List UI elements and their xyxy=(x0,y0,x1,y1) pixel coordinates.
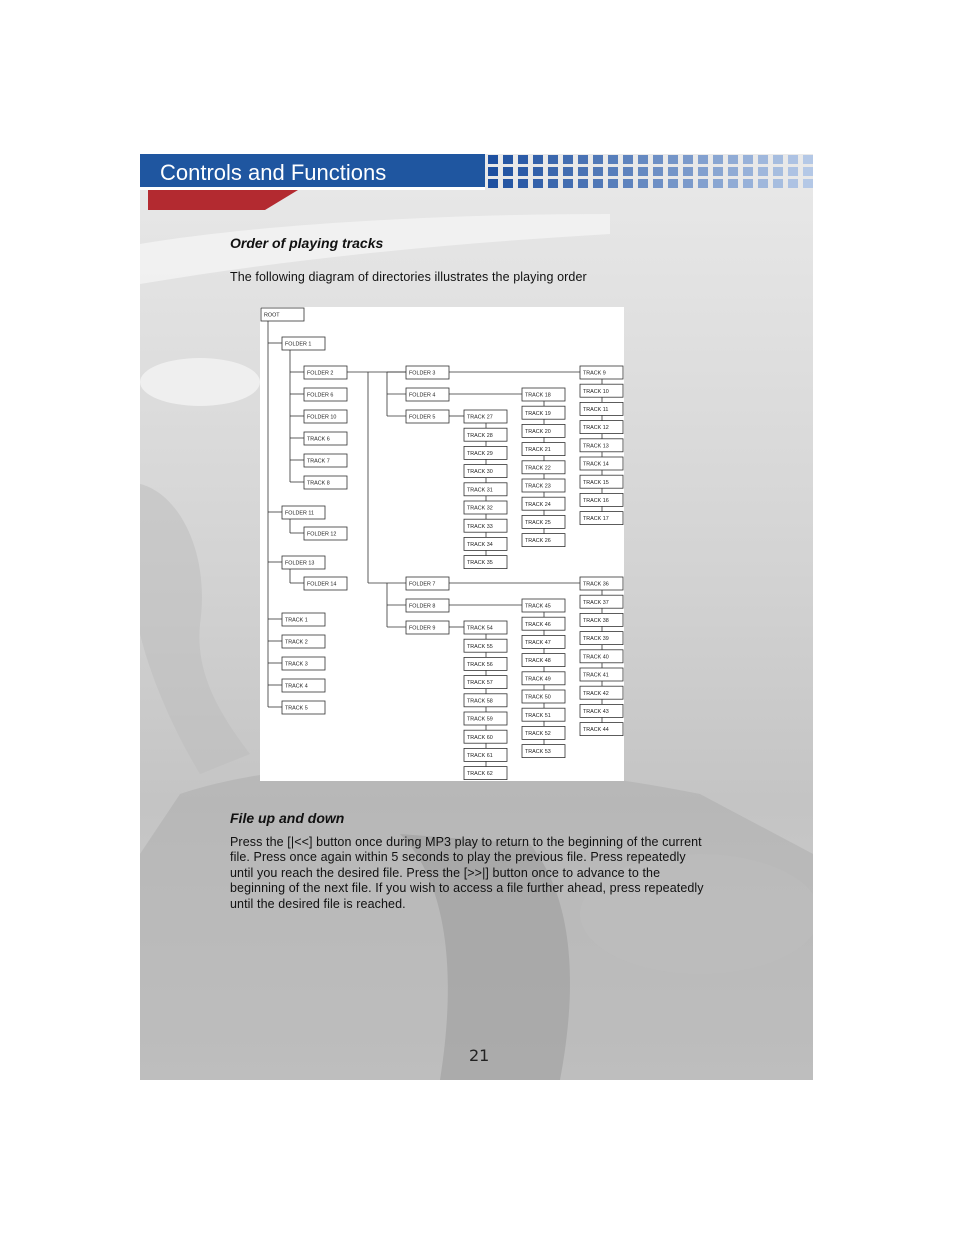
decor-square xyxy=(488,155,498,164)
tree-node-c6 xyxy=(580,493,623,506)
tree-node-c4 xyxy=(464,519,507,532)
tree-node-label: TRACK 37 xyxy=(583,599,609,606)
tree-node-label: FOLDER 2 xyxy=(307,370,334,377)
decor-square xyxy=(578,179,588,188)
decor-square xyxy=(578,155,588,164)
tree-node-label: TRACK 35 xyxy=(467,560,493,567)
tree-node-c3 xyxy=(406,599,449,612)
tree-node-c1 xyxy=(282,506,325,519)
decor-square xyxy=(668,167,678,176)
decor-square xyxy=(728,167,738,176)
tree-node-c4 xyxy=(464,446,507,459)
tree-node-c5 xyxy=(522,635,565,648)
tree-node-label: TRACK 9 xyxy=(583,370,606,377)
tree-node-label: FOLDER 11 xyxy=(285,510,314,517)
file-up-down-paragraph xyxy=(230,835,750,912)
tree-node-label: TRACK 1 xyxy=(285,617,308,624)
decor-square xyxy=(788,155,798,164)
tree-node-c5 xyxy=(522,497,565,510)
tree-node-c3 xyxy=(406,621,449,634)
decor-square xyxy=(623,179,633,188)
tree-node-c5 xyxy=(522,745,565,758)
decor-square xyxy=(773,155,783,164)
tree-node-label: TRACK 11 xyxy=(583,407,609,413)
tree-node-label: TRACK 41 xyxy=(583,672,609,679)
tree-node-label: TRACK 28 xyxy=(467,432,493,439)
decor-square xyxy=(653,179,663,188)
tree-node-label: FOLDER 12 xyxy=(307,531,337,538)
tree-node-label: TRACK 39 xyxy=(583,636,609,643)
tree-node-label: TRACK 59 xyxy=(467,716,493,723)
tree-node-c4 xyxy=(464,556,507,569)
tree-node-c2 xyxy=(304,476,347,489)
decor-square xyxy=(488,179,498,188)
tree-node-label: TRACK 7 xyxy=(307,458,330,465)
decor-square xyxy=(653,167,663,176)
tree-node-c4 xyxy=(464,767,507,780)
tree-node-c2 xyxy=(304,527,347,540)
tree-node-c6 xyxy=(580,613,623,626)
tree-node-c6 xyxy=(580,595,623,608)
decor-square xyxy=(653,155,663,164)
tree-node-label: TRACK 4 xyxy=(285,683,308,690)
tree-node-label: FOLDER 4 xyxy=(409,392,436,399)
tree-node-c1 xyxy=(282,657,325,670)
tree-node-label: TRACK 10 xyxy=(583,388,609,395)
page-number: 21 xyxy=(469,1046,490,1065)
tree-node-label: TRACK 45 xyxy=(525,603,551,610)
tree-node-c4 xyxy=(464,676,507,689)
tree-node-label: TRACK 56 xyxy=(467,662,493,668)
decor-square xyxy=(518,179,528,188)
decor-square xyxy=(713,167,723,176)
tree-node-label: FOLDER 1 xyxy=(285,341,312,348)
tree-node-label: TRACK 60 xyxy=(467,734,493,741)
tree-node-label: TRACK 14 xyxy=(583,461,609,468)
page-title: Controls and Functions xyxy=(160,160,387,185)
tree-node-label: TRACK 61 xyxy=(467,753,493,759)
tree-node-label: TRACK 49 xyxy=(525,676,551,683)
decor-square xyxy=(743,179,753,188)
decor-square xyxy=(713,179,723,188)
tree-node-label: TRACK 22 xyxy=(525,465,551,472)
decor-square xyxy=(608,179,618,188)
tree-node-c2 xyxy=(304,410,347,423)
decor-square xyxy=(803,167,813,176)
tree-node-c5 xyxy=(522,726,565,739)
decor-square xyxy=(743,155,753,164)
tree-node-c6 xyxy=(580,384,623,397)
tree-node-c6 xyxy=(580,402,623,415)
tree-node-label: TRACK 32 xyxy=(467,505,493,512)
decor-square xyxy=(518,167,528,176)
decor-square xyxy=(728,179,738,188)
tree-node-label: TRACK 47 xyxy=(525,640,551,646)
tree-node-c4 xyxy=(464,730,507,743)
tree-node-label: FOLDER 6 xyxy=(307,392,334,399)
decor-square xyxy=(788,167,798,176)
tree-node-label: TRACK 50 xyxy=(525,694,551,701)
tree-node-c1 xyxy=(282,556,325,569)
tree-node-c3 xyxy=(406,577,449,590)
tree-node-label: TRACK 25 xyxy=(525,520,551,526)
tree-node-c6 xyxy=(580,650,623,663)
decor-square xyxy=(773,167,783,176)
tree-node-root xyxy=(261,308,304,321)
decor-square xyxy=(548,179,558,188)
decor-square xyxy=(563,155,573,164)
paragraph-line: beginning of the next file. If you wish to access a file further ahead, press repeatedly xyxy=(230,881,704,896)
tree-node-label: TRACK 57 xyxy=(467,680,493,687)
decor-square xyxy=(608,167,618,176)
decor-square xyxy=(503,179,513,188)
decor-square xyxy=(743,167,753,176)
tree-node-c4 xyxy=(464,748,507,761)
tree-node-label: TRACK 27 xyxy=(467,414,493,421)
tree-node-label: TRACK 3 xyxy=(285,661,308,668)
tree-node-label: TRACK 29 xyxy=(467,451,493,457)
decor-square xyxy=(593,155,603,164)
decor-square xyxy=(803,155,813,164)
tree-node-c6 xyxy=(580,668,623,681)
tree-node-c1 xyxy=(282,701,325,714)
tree-node-c1 xyxy=(282,635,325,648)
decor-square xyxy=(668,155,678,164)
tree-node-c6 xyxy=(580,632,623,645)
header-square-pattern xyxy=(140,154,813,194)
paragraph-line: Press the [|<<] button once during MP3 play to return to the beginning of the current xyxy=(230,835,702,849)
paragraph-line: until you reach the desired file. Press the [>>|] button once to advance to the xyxy=(230,865,661,880)
tree-node-c6 xyxy=(580,577,623,590)
decor-square xyxy=(638,179,648,188)
tree-node-label: TRACK 31 xyxy=(467,487,493,494)
decor-square xyxy=(593,179,603,188)
tree-node-label: TRACK 16 xyxy=(583,498,609,504)
decor-square xyxy=(503,155,513,164)
tree-node-c6 xyxy=(580,439,623,452)
tree-node-c3 xyxy=(406,366,449,379)
tree-node-label: TRACK 46 xyxy=(525,621,551,628)
decor-square xyxy=(758,179,768,188)
tree-node-c5 xyxy=(522,654,565,667)
decor-square xyxy=(788,179,798,188)
decor-square xyxy=(713,155,723,164)
tree-node-label: TRACK 21 xyxy=(525,447,551,454)
tree-node-label: TRACK 26 xyxy=(525,538,551,545)
tree-node-c5 xyxy=(522,708,565,721)
decor-square xyxy=(728,155,738,164)
tree-node-label: TRACK 23 xyxy=(525,483,551,490)
tree-node-label: TRACK 13 xyxy=(583,443,609,450)
decor-square xyxy=(563,167,573,176)
tree-node-c1 xyxy=(282,679,325,692)
tree-node-label: TRACK 19 xyxy=(525,410,551,417)
decor-square xyxy=(683,179,693,188)
decor-square xyxy=(638,155,648,164)
tree-node-label: TRACK 36 xyxy=(583,581,609,588)
tree-node-c6 xyxy=(580,457,623,470)
tree-node-label: FOLDER 13 xyxy=(285,560,315,567)
section-intro-text: The following diagram of directories illustrates the playing order xyxy=(230,270,587,284)
tree-node-c6 xyxy=(580,475,623,488)
tree-node-c5 xyxy=(522,617,565,630)
tree-node-c5 xyxy=(522,443,565,456)
tree-node-label: TRACK 12 xyxy=(583,425,609,432)
decor-square xyxy=(683,155,693,164)
tree-node-c5 xyxy=(522,461,565,474)
tree-node-label: TRACK 42 xyxy=(583,690,609,697)
tree-node-c1 xyxy=(282,613,325,626)
tree-node-label: TRACK 51 xyxy=(525,712,551,719)
section-heading-order: Order of playing tracks xyxy=(230,235,384,251)
tree-node-label: TRACK 18 xyxy=(525,392,551,399)
tree-node-label: TRACK 54 xyxy=(467,625,493,632)
tree-node-c4 xyxy=(464,537,507,550)
decor-square xyxy=(533,179,543,188)
decor-square xyxy=(758,167,768,176)
tree-node-label: FOLDER 3 xyxy=(409,370,436,377)
tree-node-label: FOLDER 9 xyxy=(409,625,436,632)
section-heading-file-up-down: File up and down xyxy=(230,810,345,826)
tree-node-c3 xyxy=(406,388,449,401)
tree-node-label: TRACK 17 xyxy=(583,516,609,523)
tree-node-label: TRACK 34 xyxy=(467,542,493,548)
decor-square xyxy=(518,155,528,164)
tree-node-label: TRACK 44 xyxy=(583,727,609,734)
tree-node-c2 xyxy=(304,432,347,445)
decor-square xyxy=(803,179,813,188)
tree-node-c6 xyxy=(580,366,623,379)
tree-node-c6 xyxy=(580,421,623,434)
tree-node-label: ROOT xyxy=(264,312,280,319)
tree-node-c4 xyxy=(464,483,507,496)
tree-node-label: TRACK 53 xyxy=(525,749,551,756)
decor-square xyxy=(563,179,573,188)
decor-square xyxy=(698,167,708,176)
tree-node-c4 xyxy=(464,410,507,423)
decor-square xyxy=(623,167,633,176)
tree-node-label: TRACK 43 xyxy=(583,709,609,715)
tree-node-label: TRACK 38 xyxy=(583,618,609,624)
tree-node-c5 xyxy=(522,534,565,547)
decor-square xyxy=(533,155,543,164)
tree-node-c4 xyxy=(464,694,507,707)
paragraph-line: until the desired file is reached. xyxy=(230,896,406,911)
tree-node-label: FOLDER 14 xyxy=(307,581,337,588)
tree-node-label: TRACK 55 xyxy=(467,643,493,650)
decor-square xyxy=(548,167,558,176)
tree-node-label: TRACK 52 xyxy=(525,731,551,737)
decor-square xyxy=(503,167,513,176)
tree-node-c3 xyxy=(406,410,449,423)
tree-node-c4 xyxy=(464,465,507,478)
decor-square xyxy=(683,167,693,176)
tree-node-label: FOLDER 8 xyxy=(409,603,436,610)
tree-node-c6 xyxy=(580,723,623,736)
decor-square xyxy=(593,167,603,176)
tree-node-c5 xyxy=(522,672,565,685)
tree-node-label: FOLDER 10 xyxy=(307,414,337,421)
tree-node-label: TRACK 2 xyxy=(285,639,308,646)
tree-node-label: TRACK 24 xyxy=(525,501,551,508)
tree-node-c5 xyxy=(522,406,565,419)
paragraph-line: file. Press once again within 5 seconds to play the previous file. Press repeatedly xyxy=(230,850,686,865)
tree-node-label: FOLDER 5 xyxy=(409,414,436,421)
decor-square xyxy=(608,155,618,164)
tree-node-label: TRACK 48 xyxy=(525,658,551,665)
tree-node-c2 xyxy=(304,577,347,590)
tree-node-label: TRACK 6 xyxy=(307,436,330,443)
tree-node-c1 xyxy=(282,337,325,350)
tree-node-c4 xyxy=(464,639,507,652)
tree-node-label: TRACK 30 xyxy=(467,469,493,476)
decor-square xyxy=(773,179,783,188)
tree-node-c5 xyxy=(522,424,565,437)
decor-square xyxy=(488,167,498,176)
tree-node-label: FOLDER 7 xyxy=(409,581,436,588)
tree-node-c5 xyxy=(522,599,565,612)
decor-square xyxy=(623,155,633,164)
decor-square xyxy=(698,155,708,164)
tree-node-c4 xyxy=(464,621,507,634)
tree-node-c5 xyxy=(522,515,565,528)
decor-square xyxy=(698,179,708,188)
decor-square xyxy=(638,167,648,176)
tree-node-c5 xyxy=(522,690,565,703)
decor-square xyxy=(548,155,558,164)
decor-square xyxy=(578,167,588,176)
tree-node-c4 xyxy=(464,712,507,725)
decor-square xyxy=(758,155,768,164)
decor-square xyxy=(668,179,678,188)
decor-square xyxy=(533,167,543,176)
tree-node-c2 xyxy=(304,366,347,379)
tree-node-label: TRACK 20 xyxy=(525,429,551,435)
tree-node-c4 xyxy=(464,657,507,670)
tree-node-label: TRACK 8 xyxy=(307,480,330,487)
tree-node-label: TRACK 15 xyxy=(583,479,609,486)
tree-node-c5 xyxy=(522,388,565,401)
tree-node-c2 xyxy=(304,388,347,401)
tree-node-label: TRACK 33 xyxy=(467,523,493,530)
tree-node-c5 xyxy=(522,479,565,492)
tree-node-c4 xyxy=(464,428,507,441)
tree-node-c6 xyxy=(580,512,623,525)
directory-diagram xyxy=(260,307,624,781)
tree-node-c4 xyxy=(464,501,507,514)
directory-tree xyxy=(260,307,624,781)
tree-node-c2 xyxy=(304,454,347,467)
tree-node-label: TRACK 62 xyxy=(467,771,493,778)
tree-node-c6 xyxy=(580,686,623,699)
tree-node-label: TRACK 40 xyxy=(583,654,609,661)
tree-node-label: TRACK 5 xyxy=(285,705,308,712)
tree-node-c6 xyxy=(580,704,623,717)
tree-node-label: TRACK 58 xyxy=(467,698,493,705)
